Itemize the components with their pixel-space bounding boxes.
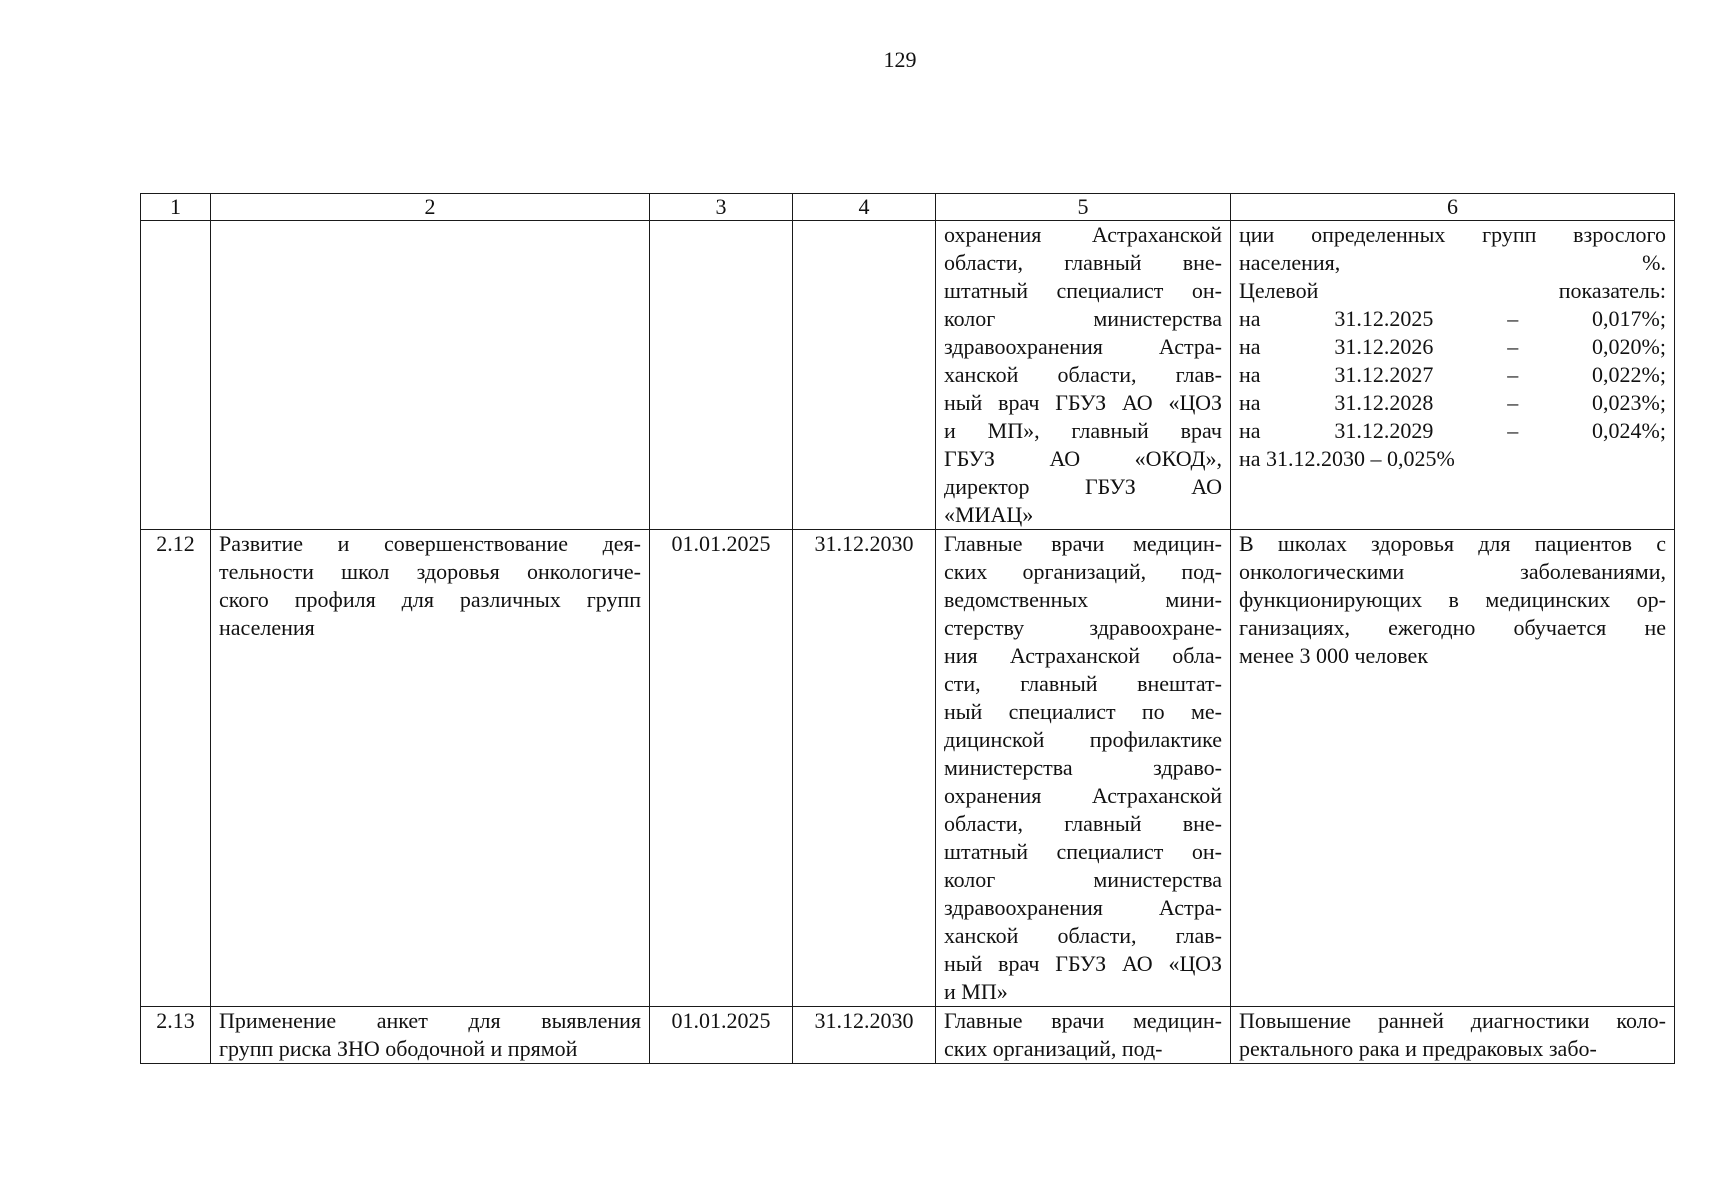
cell-responsible-line: охранения Астраханской — [944, 222, 1222, 247]
cell-result-line: на 31.12.2029 – 0,024%; — [1239, 418, 1666, 443]
cell-responsible-line: штатный специалист он- — [944, 839, 1222, 864]
cell-responsible-line: колог министерства — [944, 306, 1222, 331]
cell-responsible-line: директор ГБУЗ АО — [944, 474, 1222, 499]
cell-responsible-line: «МИАЦ» — [944, 502, 1034, 527]
cell-result-line: на 31.12.2028 – 0,023%; — [1239, 390, 1666, 415]
cell-responsible-line: здравоохранения Астра- — [944, 895, 1222, 920]
cell-start-date — [650, 221, 793, 530]
cell-result-line: населения, %. — [1239, 250, 1666, 275]
cell-end-date — [793, 221, 936, 530]
cell-activity-line: тельности школ здоровья онкологиче- — [219, 559, 641, 584]
cell-end-date: 31.12.2030 — [793, 530, 936, 1007]
cell-responsible-line: ских организаций, под- — [944, 559, 1222, 584]
cell-activity-line: населения — [219, 615, 315, 640]
cell-responsible-line: области, главный вне- — [944, 811, 1222, 836]
cell-responsible-line: ских организаций, под- — [944, 1036, 1163, 1061]
column-header: 6 — [1231, 194, 1675, 221]
cell-responsible-line: ведомственных мини- — [944, 587, 1222, 612]
table-row — [141, 221, 1675, 530]
cell-responsible — [936, 1007, 1231, 1064]
cell-activity-line: Применение анкет для выявления — [219, 1008, 641, 1033]
cell-responsible-line: Главные врачи медицин- — [944, 531, 1222, 556]
cell-activity — [211, 530, 650, 1007]
column-header: 3 — [650, 194, 793, 221]
cell-result-line: ректального рака и предраковых забо- — [1239, 1036, 1597, 1061]
table-row — [141, 530, 1675, 1007]
cell-responsible-line: дицинской профилактике — [944, 727, 1222, 752]
cell-result — [1231, 1007, 1675, 1064]
cell-responsible-line: сти, главный внештат- — [944, 671, 1222, 696]
cell-result — [1231, 221, 1675, 530]
cell-end-date: 31.12.2030 — [793, 1007, 936, 1064]
cell-result-line: функционирующих в медицинских ор- — [1239, 587, 1666, 612]
column-header: 4 — [793, 194, 936, 221]
cell-responsible-line: Главные врачи медицин- — [944, 1008, 1222, 1033]
cell-result — [1231, 530, 1675, 1007]
column-header: 2 — [211, 194, 650, 221]
cell-responsible-line: ный врач ГБУЗ АО «ЦОЗ — [944, 951, 1222, 976]
cell-responsible-line: и МП» — [944, 979, 1008, 1004]
cell-result-line: Повышение ранней диагностики коло- — [1239, 1008, 1666, 1033]
cell-responsible-line: ханской области, глав- — [944, 362, 1222, 387]
cell-responsible-line: ГБУЗ АО «ОКОД», — [944, 446, 1222, 471]
cell-number: 2.12 — [141, 530, 211, 1007]
table-row — [141, 1007, 1675, 1064]
cell-result-line: на 31.12.2025 – 0,017%; — [1239, 306, 1666, 331]
cell-responsible-line: ханской области, глав- — [944, 923, 1222, 948]
cell-responsible-line: ния Астраханской обла- — [944, 643, 1222, 668]
cell-number: 2.13 — [141, 1007, 211, 1064]
cell-responsible-line: министерства здраво- — [944, 755, 1222, 780]
cell-result-line: на 31.12.2030 – 0,025% — [1239, 446, 1455, 471]
measures-table — [140, 193, 1675, 1064]
cell-result-line: на 31.12.2027 – 0,022%; — [1239, 362, 1666, 387]
cell-result-line: Целевой показатель: — [1239, 278, 1666, 303]
cell-result-line: ции определенных групп взрослого — [1239, 222, 1666, 247]
column-header: 1 — [141, 194, 211, 221]
cell-activity-line: групп риска ЗНО ободочной и прямой — [219, 1036, 578, 1061]
cell-start-date: 01.01.2025 — [650, 1007, 793, 1064]
cell-result-line: В школах здоровья для пациентов с — [1239, 531, 1666, 556]
cell-start-date: 01.01.2025 — [650, 530, 793, 1007]
cell-responsible-line: и МП», главный врач — [944, 418, 1222, 443]
cell-result-line: на 31.12.2026 – 0,020%; — [1239, 334, 1666, 359]
cell-responsible — [936, 221, 1231, 530]
table-header-row — [141, 194, 1675, 221]
column-header: 5 — [936, 194, 1231, 221]
page-number: 129 — [883, 47, 917, 72]
cell-activity-line: Развитие и совершенствование дея- — [219, 531, 641, 556]
cell-activity-line: ского профиля для различных групп — [219, 587, 641, 612]
cell-activity — [211, 221, 650, 530]
cell-result-line: менее 3 000 человек — [1239, 643, 1429, 668]
cell-responsible-line: охранения Астраханской — [944, 783, 1222, 808]
cell-responsible-line: области, главный вне- — [944, 250, 1222, 275]
cell-responsible-line: штатный специалист он- — [944, 278, 1222, 303]
cell-activity — [211, 1007, 650, 1064]
cell-responsible-line: здравоохранения Астра- — [944, 334, 1222, 359]
cell-number — [141, 221, 211, 530]
cell-responsible-line: ный врач ГБУЗ АО «ЦОЗ — [944, 390, 1222, 415]
cell-responsible-line: стерству здравоохране- — [944, 615, 1222, 640]
cell-responsible — [936, 530, 1231, 1007]
cell-result-line: ганизациях, ежегодно обучается не — [1239, 615, 1666, 640]
cell-responsible-line: ный специалист по ме- — [944, 699, 1222, 724]
cell-result-line: онкологическими заболеваниями, — [1239, 559, 1666, 584]
cell-responsible-line: колог министерства — [944, 867, 1222, 892]
